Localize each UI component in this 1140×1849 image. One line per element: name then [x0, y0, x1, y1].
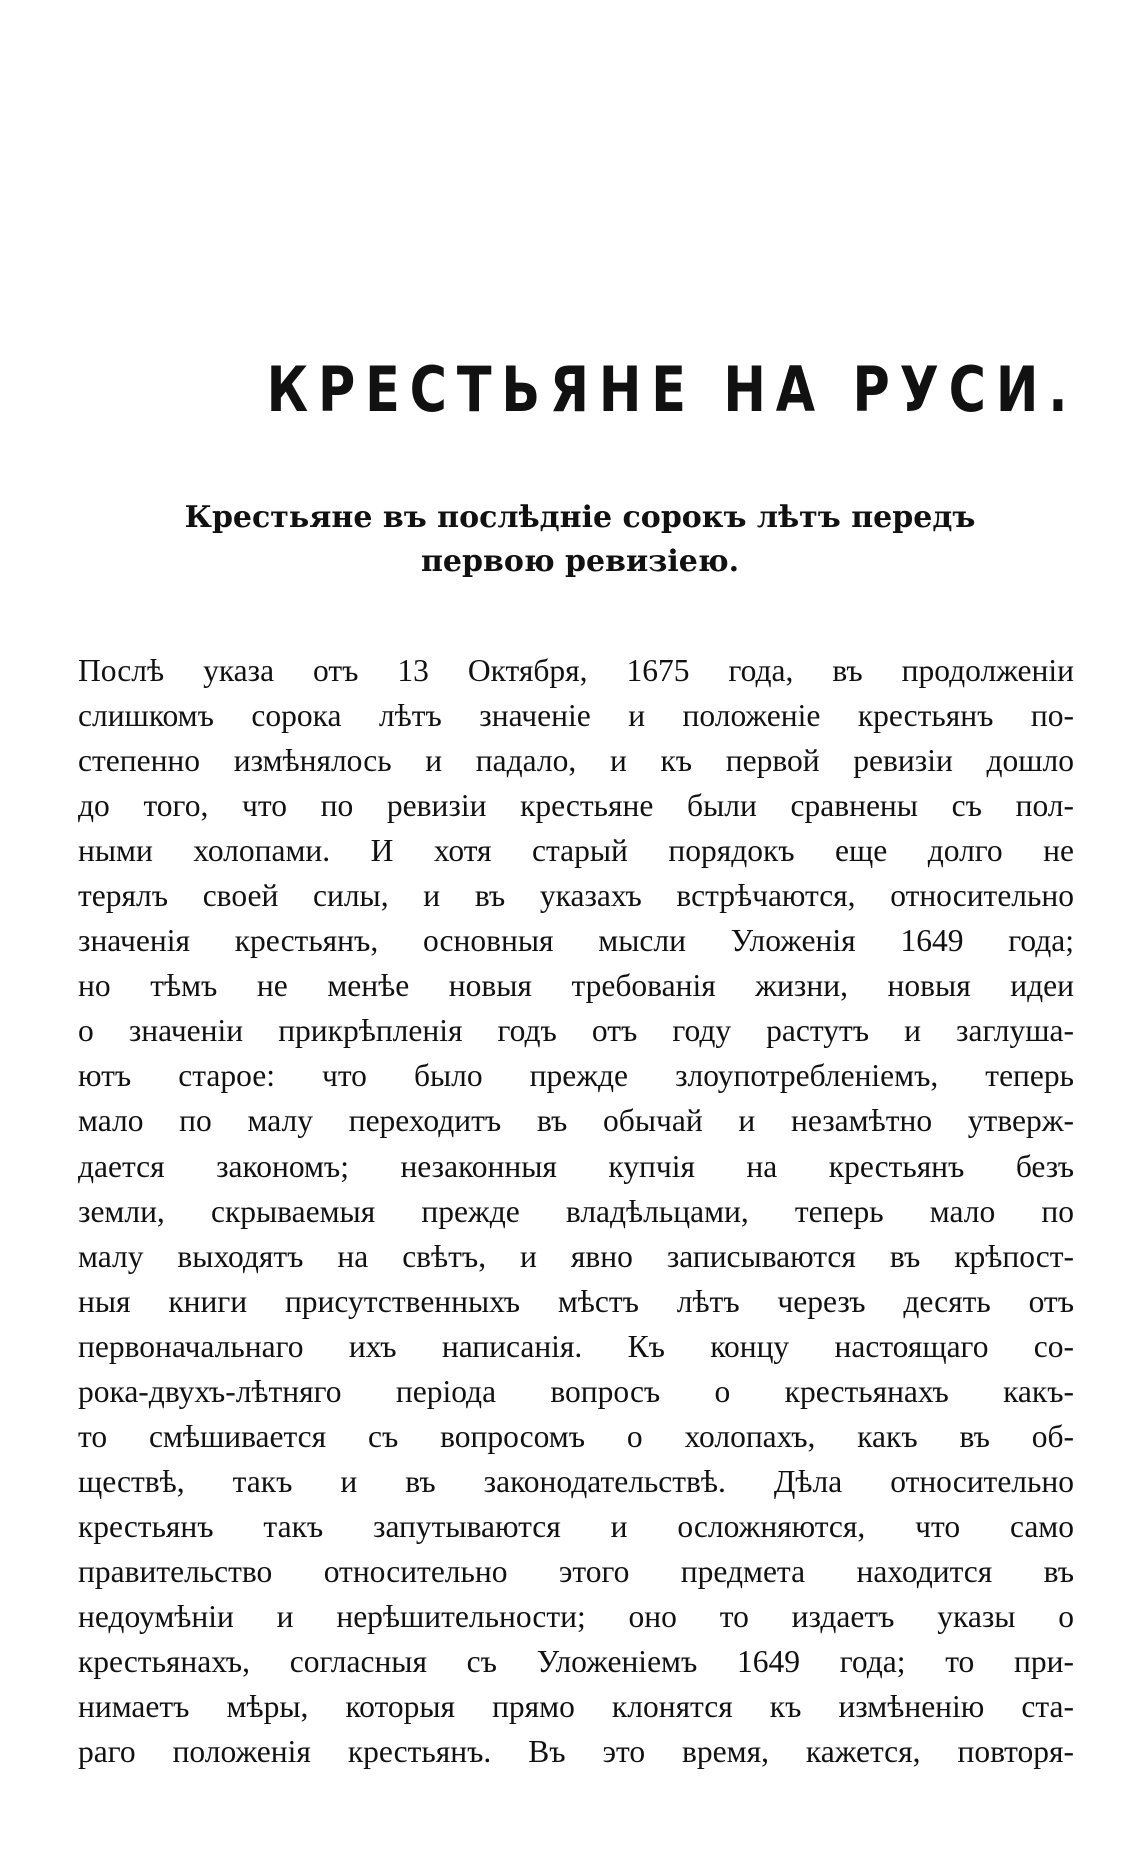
text-line: Послѣ указа отъ 13 Октября, 1675 года, въ продолженіи — [78, 653, 1074, 688]
text-line: но тѣмъ не менѣе новыя требованія жизни, новыя идеи — [78, 968, 1074, 1004]
text-line: о значеніи прикрѣпленія годъ отъ году растутъ и заглуша- — [78, 1013, 1074, 1049]
subtitle-line: первою ревизіею. — [420, 544, 740, 579]
text-line: значенія крестьянъ, основныя мысли Уложенія 1649 года; — [78, 923, 1074, 959]
text-line: терялъ своей силы, и въ указахъ встрѣчаются, относительно — [78, 878, 1074, 914]
text-line: ныя книги присутственныхъ мѣстъ лѣтъ черезъ десять отъ — [78, 1283, 1074, 1319]
subtitle-line: Крестьяне въ послѣдніе сорокъ лѣтъ передъ — [184, 500, 976, 535]
page-title: КРЕСТЬЯНЕ НА РУСИ. — [266, 353, 1078, 426]
text-line: рока-двухъ-лѣтняго періода вопросъ о крестьянахъ какъ- — [78, 1373, 1074, 1409]
text-line: крестьянъ такъ запутываются и осложняются, что само — [78, 1508, 1074, 1544]
text-line: первоначальнаго ихъ написанія. Къ концу настоящаго со- — [78, 1328, 1074, 1364]
text-line: мало по малу переходитъ въ обычай и незамѣтно утверж- — [78, 1103, 1074, 1139]
text-line: правительство относительно этого предмета находится въ — [78, 1553, 1074, 1589]
chapter-subtitle — [130, 496, 1030, 584]
text-line: степенно измѣнялось и падало, и къ первой ревизіи дошло — [78, 743, 1074, 779]
text-line: ществѣ, такъ и въ законодательствѣ. Дѣла относительно — [78, 1463, 1074, 1499]
text-line: крестьянахъ, согласныя съ Уложеніемъ 1649 года; то при- — [78, 1644, 1074, 1680]
text-line: то смѣшивается съ вопросомъ о холопахъ, какъ въ об- — [78, 1418, 1074, 1454]
body-paragraph — [78, 648, 1074, 1774]
text-line: нимаетъ мѣры, которыя прямо клонятся къ измѣненію ста- — [78, 1689, 1074, 1725]
text-line: земли, скрываемыя прежде владѣльцами, теперь мало по — [78, 1193, 1074, 1229]
text-line: раго положенія крестьянъ. Въ это время, кажется, повторя- — [78, 1734, 1074, 1770]
text-line: ными холопами. И хотя старый порядокъ еще долго не — [78, 833, 1074, 869]
text-line: слишкомъ сорока лѣтъ значеніе и положеніе крестьянъ по- — [78, 698, 1074, 734]
text-line: ютъ старое: что было прежде злоупотребленіемъ, теперь — [78, 1058, 1074, 1094]
text-line: недоумѣніи и нерѣшительности; оно то издаетъ указы о — [78, 1598, 1074, 1634]
text-line: до того, что по ревизіи крестьяне были сравнены съ пол- — [78, 788, 1074, 824]
text-line: малу выходятъ на свѣтъ, и явно записываются въ крѣпост- — [78, 1238, 1074, 1274]
text-line: дается закономъ; незаконныя купчія на крестьянъ безъ — [78, 1148, 1074, 1184]
